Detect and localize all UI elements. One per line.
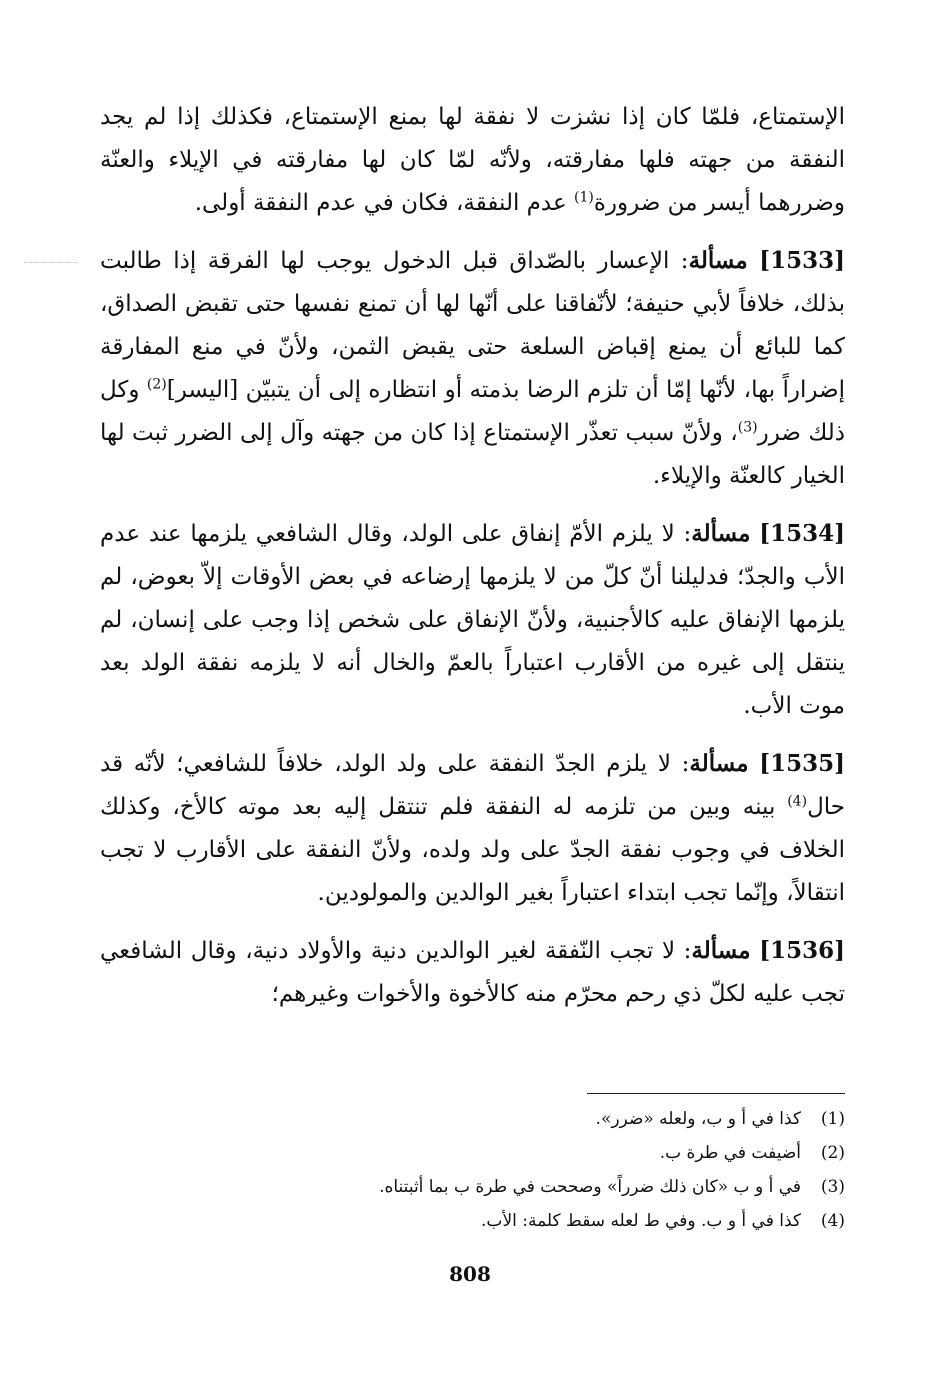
issue-number: [1536]: [759, 937, 846, 964]
issue-heading: مسألة: [691, 937, 751, 964]
issue-heading: مسألة: [689, 750, 749, 777]
footnotes: [100, 1102, 845, 1238]
paragraph-text: : لا تجب النّفقة لغير الوالدين دنية والأولاد دنية، وقال الشافعي تجب عليه لكلّ ذي رحم محرّم منه كالأخوة والأخوات وغيرهم؛: [100, 938, 845, 1007]
issue-1536: [100, 929, 845, 1016]
footnote-text: كذا في أ و ب. وفي ط لعله سقط كلمة: الأب.: [481, 1211, 801, 1231]
paragraph-text: : الإعسار بالصّداق قبل الدخول يوجب لها الفرقة إذا طالبت بذلك، خلافاً لأبي حنيفة؛ لأنّفاقنا على أنّها لها أن تمنع نفسها حتى تقبض الصداق، كما للبائع أن يمنع إقباض السلعة حتى يقبض الثمن، ولأنّ في منع المفارقة إضراراً بها، لأنّها إمّا أن تلزم الرضا بذمته أو انتظاره إلى أن يتبيّن [اليسر]: [100, 248, 845, 403]
issue-1533: [100, 239, 845, 498]
footnote-separator: [587, 1093, 845, 1094]
paragraph-text: وكل ذلك ضرر: [100, 377, 845, 446]
issue-1535: [100, 742, 845, 915]
issue-heading: مسألة: [691, 520, 751, 547]
footnote-text: في أ و ب «كان ذلك ضرراً» وصححت في طرة ب بما أثبتناه.: [379, 1177, 801, 1197]
issue-number: [1535]: [759, 750, 845, 777]
footnote-ref[interactable]: (3): [737, 419, 758, 436]
paragraph-text: ، ولأنّ سبب تعذّر الإستمتاع إذا كان من جهته وآل إلى الضرر ثبت لها الخيار كالعنّة والإيلاء.: [100, 420, 845, 489]
footnote-text: أضيفت في طرة ب.: [659, 1143, 801, 1163]
footnote-ref[interactable]: (2): [146, 376, 167, 393]
footnote-text: كذا في أ و ب، ولعله «ضرر».: [595, 1109, 801, 1129]
page-number: 808: [449, 1262, 491, 1286]
paragraph-text: : لا يلزم الجدّ النفقة على ولد الولد، خلافاً للشافعي؛ لأنّه قد حال: [100, 751, 845, 820]
scan-mark: [24, 262, 76, 263]
paragraph-text: : لا يلزم الأمّ إنفاق على الولد، وقال الشافعي يلزمها عند عدم الأب والجدّ؛ فدليلنا أنّ كلّ من لا يلزمها إرضاعه في بعض الأوقات إلاّ بعوض، لم يلزمها الإنفاق عليه كالأجنبية، ولأنّ الإنفاق على شخص إذا وجب على إنسان، لم ينتقل إلى غيره من الأقارب اعتباراً بالعمّ والخال أنه لا يلزمه نفقة الولد بعد موت الأب.: [100, 521, 846, 719]
footnote-number: (2): [820, 1143, 845, 1163]
paragraph-continuation: [100, 96, 845, 225]
issue-number: [1534]: [759, 520, 846, 547]
issue-1534: [100, 512, 845, 728]
paragraph-text: عدم النفقة، فكان في عدم النفقة أولى.: [194, 190, 575, 216]
footnote-item: [100, 1204, 845, 1238]
issue-number: [1533]: [759, 247, 845, 274]
footnote-ref[interactable]: (1): [574, 189, 594, 206]
footnote-item: [100, 1170, 845, 1204]
paragraph-text: الإستمتاع، فلمّا كان إذا نشزت لا نفقة لها بمنع الإستمتاع، فكذلك إذا لم يجد النفقة من جهته فلها مفارقته، ولأنّه لمّا كان لها مفارقته في الإيلاء والعنّة وضررهما أيسر من ضرورة: [100, 104, 845, 216]
footnote-item: [100, 1136, 845, 1170]
footnote-number: (3): [820, 1177, 845, 1197]
main-text: [100, 96, 845, 1016]
footnote-item: [100, 1102, 845, 1136]
issue-heading: مسألة: [688, 247, 748, 274]
footnote-ref[interactable]: (4): [787, 793, 808, 810]
paragraph-text: بينه وبين من تلزمه له النفقة فلم تنتقل إليه بعد موته كالأخ، وكذلك الخلاف في وجوب نفقة الجدّ على ولد ولده، ولأنّ النفقة على الأقارب لا تجب انتقالاً، وإنّما تجب ابتداء اعتباراً بغير الوالدين والمولودين.: [100, 794, 845, 906]
footnote-number: (1): [820, 1109, 845, 1129]
footnote-number: (4): [820, 1211, 845, 1231]
